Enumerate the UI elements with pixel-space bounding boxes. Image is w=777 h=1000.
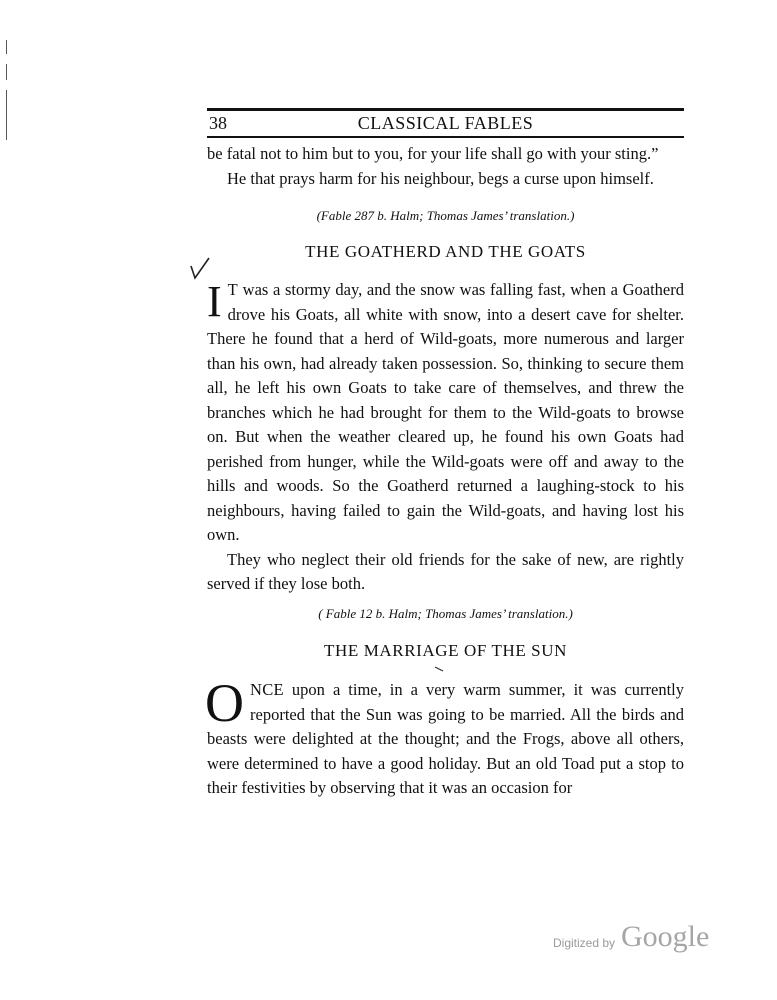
scan-edge-marks [6,20,10,140]
previous-citation: (Fable 287 b. Halm; Thomas James’ translation.) [316,208,575,223]
lead-word: NCE [250,680,284,699]
drop-cap-o: O [205,673,244,733]
previous-moral: He that prays harm for his neighbour, begs a curse upon himself. [227,168,654,188]
stray-mark [434,666,444,672]
continuation-text: be fatal not to him but to you, for your life shall go with your sting.” [207,144,659,163]
fable-title-goatherd: THE GOATHERD AND THE GOATS [305,242,586,261]
previous-fable-ending [207,142,684,191]
page-number: 38 [209,113,227,133]
header-rule-bottom [207,136,684,138]
fable-body-goatherd [207,278,684,597]
drop-cap-i: I [207,277,222,326]
fable-body-sun [205,673,684,801]
fable-text: was a stormy day, and the snow was falling fast, when a Goatherd drove his Goats, all white with snow, into a desert cave for shelter. There he found that a herd of Wild-goats, more numerous and larger than his own, had already taken possession. So, thinking to secure them all, he left his own Goats to take care of themselves, and threw the branches which he had brought for them to the Wild-goats to browse on. But when the weather cleared up, he found his own Goats had perished from hunger, while the Wild-goats were off and away to the hills and woods. So the Goatherd returned a laughing-stock to his neighbours, having failed to gain the Wild-goats, and having lost his own. [207,280,684,544]
fable-moral: They who neglect their old friends for the sake of new, are rightly served if they lose both. [207,549,684,593]
fable-text: upon a time, in a very warm summer, it was currently reported that the Sun was going to be married. All the birds and beasts were delighted at the thought; and the Frogs, above all others, were determined to have a good holiday. But an old Toad put a stop to their festivities by observing that it was an occasion for [207,680,684,797]
running-head [207,113,684,135]
header-rule-top [207,108,684,111]
running-title: CLASSICAL FABLES [357,113,534,133]
fable-citation: ( Fable 12 b. Halm; Thomas James’ translation.) [318,606,573,621]
fable-title-sun: THE MARRIAGE OF THE SUN [324,641,567,660]
lead-word: T [227,280,239,299]
watermark-prefix: Digitized by [553,936,616,950]
google-logo: Google [621,920,710,953]
